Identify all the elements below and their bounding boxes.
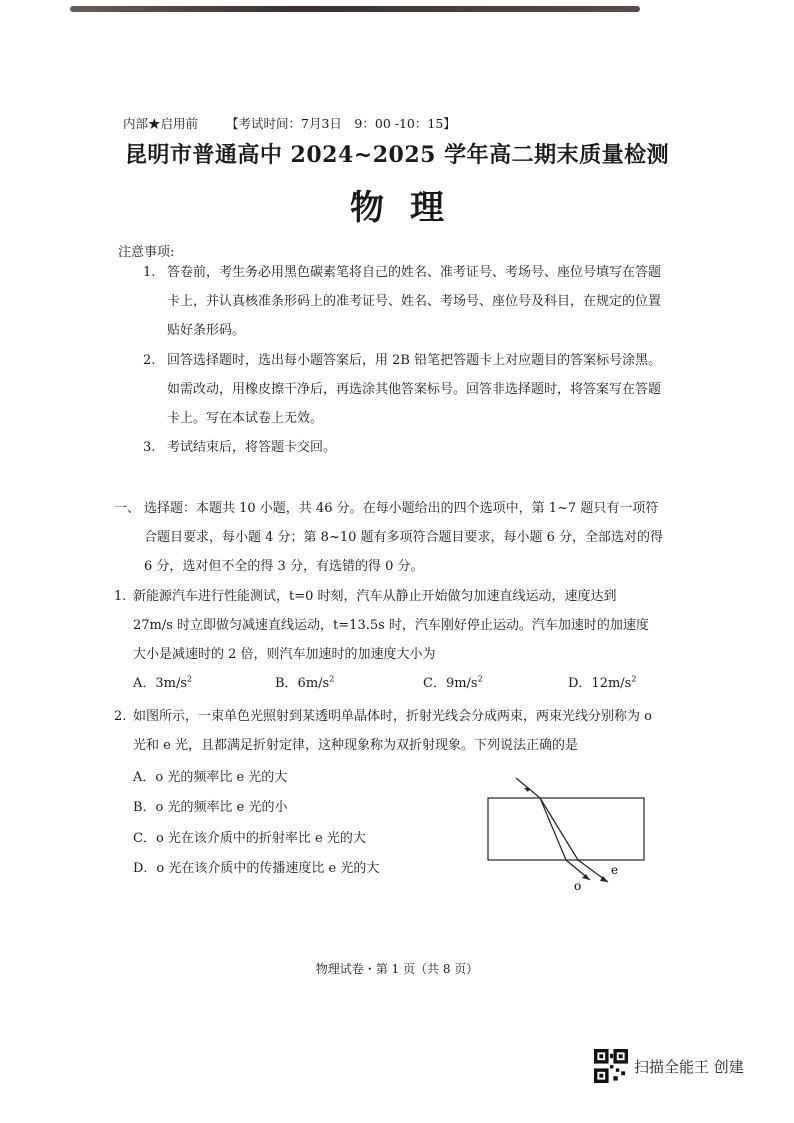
scan-top-edge	[70, 6, 640, 12]
note-item-3	[143, 433, 663, 462]
note-number: 2.	[143, 353, 156, 368]
question-stem: 如图所示，一束单色光照射到某透明单晶体时，折射光线会分成两束，两束光线分别称为 o 光和 e 光，且都满足折射定律，这种现象称为双折射现象。下列说法正确的是	[133, 709, 652, 753]
note-number: 3.	[143, 440, 156, 455]
scanner-watermark	[594, 1049, 744, 1083]
option-b: B．o 光的频率比 e 光的小	[133, 800, 288, 815]
note-text: 考试结束后，将答题卡交回。	[167, 440, 337, 455]
option-b: B．$6m/s^2$	[275, 674, 335, 691]
option-d: D．$12m/s^2$	[568, 674, 637, 691]
question-1	[114, 582, 660, 669]
question-number: 2.	[114, 709, 127, 724]
o-ray-label: o	[574, 879, 582, 893]
note-number: 1.	[143, 265, 156, 280]
page-footer: 物理试卷・第 1 页（共 8 页）	[315, 962, 479, 976]
option-c: C．$9m/s^2$	[423, 674, 483, 691]
note-item-2	[143, 346, 663, 433]
section-number: 一、	[114, 501, 141, 516]
o-ray-inside	[540, 798, 566, 860]
confidential-label: 内部★启用前	[123, 116, 199, 131]
qr-code-icon	[594, 1049, 628, 1083]
incident-arrow-icon	[524, 788, 530, 792]
exam-title: 昆明市普通高中 2024~2025 学年高二期末质量检测	[124, 142, 670, 168]
subject-title: 物理	[350, 188, 470, 228]
watermark-text: 扫描全能王 创建	[634, 1057, 744, 1076]
question-number: 1.	[114, 589, 127, 604]
question-2	[114, 702, 660, 760]
exam-header-line	[123, 114, 456, 132]
option-a: A．$3m/s^2$	[133, 674, 193, 691]
e-ray-label: e	[611, 863, 619, 877]
note-text: 答卷前，考生务必用黑色碳素笔将自己的姓名、准考证号、考场号、座位号填写在答题卡上，并认真核准条形码上的准考证号、姓名、考场号、座位号及科目，在规定的位置贴好条形码。	[167, 265, 662, 338]
section-text: 选择题：本题共 10 小题，共 46 分。在每小题给出的四个选项中，第 1~7 题只有一项符合题目要求，每小题 4 分；第 8~10 题有多项符合题目要求，每小题 6 分，全部选对的得 6 分，选对但不全的得 3 分，有选错的得 0 分。	[144, 501, 664, 574]
exam-time: 【考试时间：7月3日 9：00 -10：15】	[226, 116, 456, 131]
question-stem: 新能源汽车进行性能测试，t=0 时刻，汽车从静止开始做匀加速直线运动，速度达到 27m/s 时立即做匀减速直线运动，t=13.5s 时，汽车刚好停止运动。汽车加速时的加速度大小是减速时的 2 倍，则汽车加速时的加速度大小为	[133, 589, 649, 662]
option-d: D．o 光在该介质中的传播速度比 e 光的大	[133, 861, 380, 876]
option-c: C．o 光在该介质中的折射率比 e 光的大	[133, 831, 366, 846]
option-a: A．o 光的频率比 e 光的大	[133, 770, 288, 785]
crystal-block	[488, 798, 644, 860]
note-item-1	[143, 258, 663, 345]
birefringence-diagram	[478, 770, 658, 900]
note-text: 回答选择题时，选出每小题答案后，用 2B 铅笔把答题卡上对应题目的答案标号涂黑。如需改动，用橡皮擦干净后，再选涂其他答案标号。回答非选择题时，将答案写在答题卡上。写在本试卷上无效。	[167, 353, 662, 426]
e-ray-inside	[540, 798, 578, 860]
section-one-instructions	[114, 494, 664, 581]
notes-heading: 注意事项:	[118, 245, 175, 260]
